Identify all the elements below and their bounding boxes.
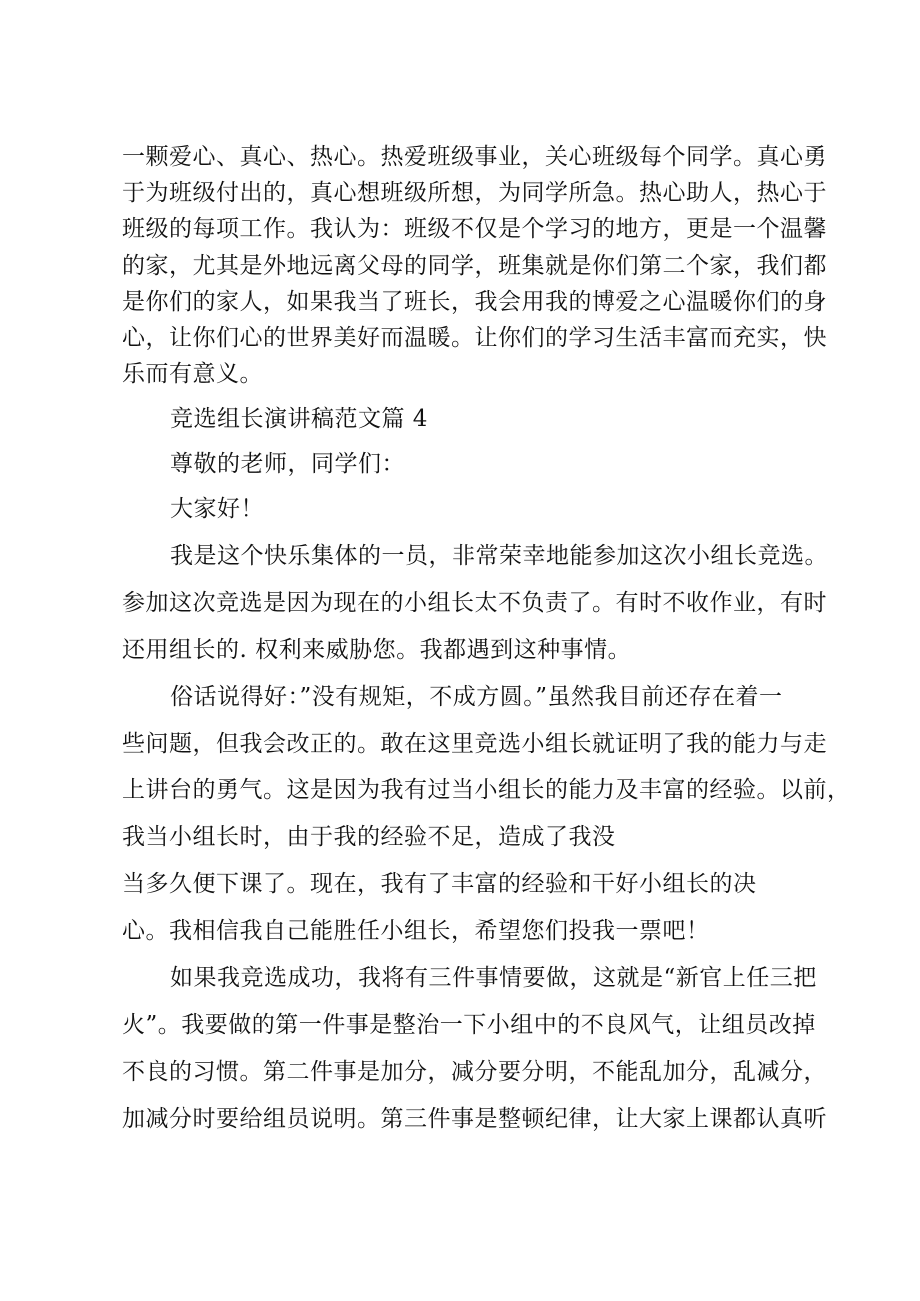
section-heading: 竞选组长演讲稿范文篇 4 bbox=[170, 406, 428, 432]
salutation: 尊敬的老师，同学们： bbox=[170, 451, 405, 477]
text-line: 一颗爱心、真心、热心。热爱班级事业，关心班级每个同学。真心勇 bbox=[122, 144, 827, 170]
paragraph-line: 加减分时要给组员说明。第三件事是整顿纪律，让大家上课都认真听 bbox=[122, 1106, 827, 1132]
paragraph-line: 如果我竞选成功，我将有三件事情要做，这就是“新官上任三把 bbox=[170, 965, 817, 991]
text-line: 的家，尤其是外地远离父母的同学，班集就是你们第二个家，我们都 bbox=[122, 253, 827, 279]
paragraph-line: 上讲台的勇气。这是因为我有过当小组长的能力及丰富的经验。以前， bbox=[122, 777, 851, 803]
paragraph-line: 参加这次竞选是因为现在的小组长太不负责了。有时不收作业，有时 bbox=[122, 590, 827, 616]
paragraph-line: 俗话说得好：”没有规矩，不成方圆。”虽然我目前还存在着一 bbox=[170, 684, 783, 710]
paragraph-line: 还用组长的. 权利来威胁您。我都遇到这种事情。 bbox=[122, 637, 632, 663]
paragraph-line: 心。我相信我自己能胜任小组长，希望您们投我一票吧！ bbox=[122, 918, 710, 944]
paragraph-line: 我当小组长时，由于我的经验不足，造成了我没 bbox=[122, 824, 616, 850]
paragraph-line: 不良的习惯。第二件事是加分，减分要分明，不能乱加分，乱减分， bbox=[122, 1059, 827, 1085]
text-line: 于为班级付出的，真心想班级所想，为同学所急。热心助人，热心于 bbox=[122, 180, 827, 206]
paragraph-line: 些问题，但我会改正的。敢在这里竞选小组长就证明了我的能力与走 bbox=[122, 731, 827, 757]
paragraph-line: 当多久便下课了。现在，我有了丰富的经验和干好小组长的决 bbox=[122, 871, 757, 897]
paragraph-line: 我是这个快乐集体的一员，非常荣幸地能参加这次小组长竞选。 bbox=[170, 543, 828, 569]
text-line: 乐而有意义。 bbox=[122, 361, 263, 387]
paragraph-line: 火”。我要做的第一件事是整治一下小组中的不良风气，让组员改掉 bbox=[122, 1012, 816, 1038]
text-line: 心，让你们心的世界美好而温暖。让你们的学习生活丰富而充实，快 bbox=[122, 325, 827, 351]
text-line: 班级的每项工作。我认为：班级不仅是个学习的地方，更是一个温馨 bbox=[122, 216, 827, 242]
text-line: 是你们的家人，如果我当了班长，我会用我的博爱之心温暖你们的身 bbox=[122, 289, 827, 315]
greeting: 大家好！ bbox=[170, 496, 264, 522]
